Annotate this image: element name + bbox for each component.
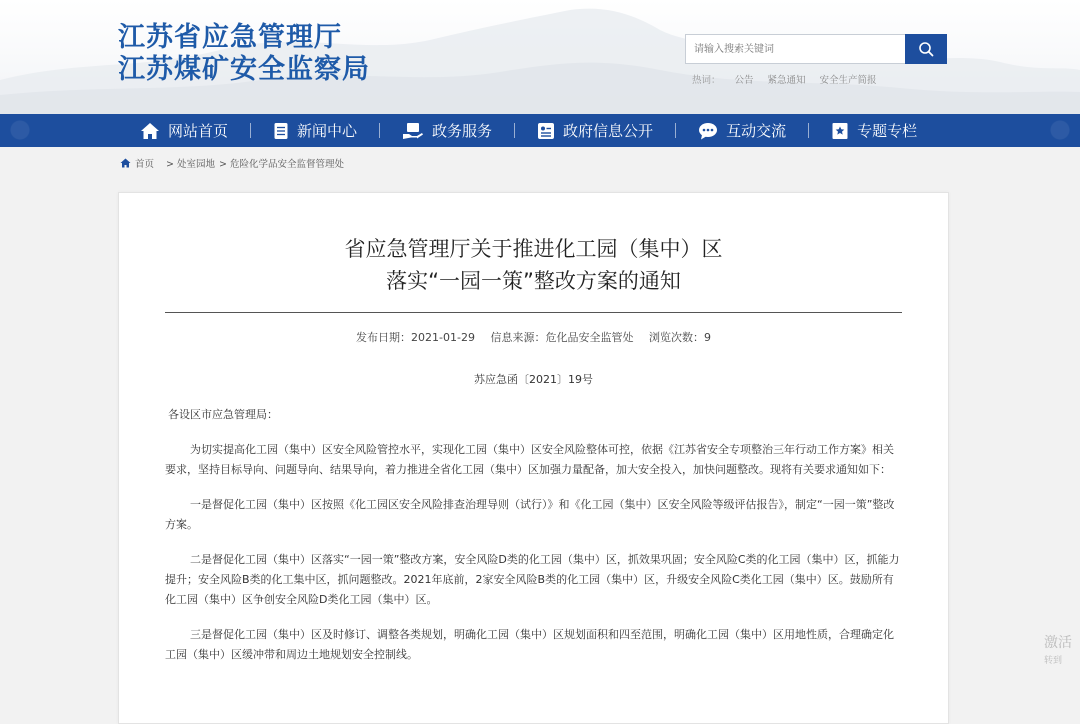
article-body (165, 405, 902, 680)
paragraph: 三是督促化工园（集中）区及时修订、调整各类规划，明确化工园（集中）区规划面积和四至范围，明确化工园（集中）区用地性质，合理确定化工园（集中）区缓冲带和周边土地规划安全控制线。 (165, 628, 894, 661)
article-title-line-2: 落实“一园一策”整改方案的通知 (386, 269, 681, 293)
nav-item-label: 政务服务 (432, 122, 493, 140)
paragraph: 为切实提高化工园（集中）区安全风险管控水平，实现化工园（集中）区安全风险整体可控，依据《江苏省安全专项整治三年行动工作方案》相关要求，坚持目标导向、问题导向、结果导向，着力推进全省化工园（集中）区加强力量配备，加大安全投入，加快问题整改。现将有关要求通知如下： (165, 443, 894, 476)
site-logo[interactable] (118, 22, 370, 86)
publish-date: 发布日期：2021-01-29 (356, 331, 475, 344)
info-icon (537, 122, 555, 140)
document-icon (273, 122, 289, 140)
paragraph: 二是督促化工园（集中）区落实“一园一策”整改方案，安全风险D类的化工园（集中）区，抓效果巩固；安全风险C类的化工园（集中）区，抓能力提升；安全风险B类的化工集中区，抓问题整改。2021年底前，2家安全风险B类的化工园（集中）区，升级安全风险C类化工园（集中）区。鼓励所有化工园（集中）区争创安全风险D类化工园（集中）区。 (165, 553, 900, 606)
activation-watermark (1044, 634, 1072, 670)
hot-word-link[interactable]: 安全生产简报 (819, 75, 877, 86)
article-meta (119, 329, 948, 345)
article-title (119, 233, 948, 297)
hot-word-link[interactable]: 紧急通知 (767, 75, 806, 86)
nav-item-news[interactable] (273, 114, 357, 147)
hot-words-label: 热词： (692, 75, 721, 86)
search-bar (685, 34, 947, 64)
article-title-line-1: 省应急管理厅关于推进化工园（集中）区 (344, 237, 723, 261)
paragraph: 一是督促化工园（集中）区按照《化工园区安全风险排查治理导则（试行）》和《化工园（集中）区安全风险等级评估报告》，制定“一园一策”整改方案。 (165, 498, 895, 531)
hot-words (692, 72, 877, 86)
watermark-line-2: 转到 (1044, 656, 1063, 666)
nav-divider (250, 123, 251, 138)
nav-item-label: 政府信息公开 (563, 122, 654, 140)
article-card (118, 192, 949, 724)
nav-item-label: 新闻中心 (297, 122, 358, 140)
addressee: 各设区市应急管理局： (168, 408, 278, 421)
chat-icon (698, 122, 718, 140)
service-icon (402, 122, 424, 140)
hot-word-link[interactable]: 公告 (734, 75, 754, 86)
title-divider (165, 312, 902, 313)
breadcrumb-home[interactable]: 首页 (135, 159, 155, 170)
view-count: 浏览次数：9 (648, 331, 711, 344)
nav-divider (514, 123, 515, 138)
home-icon (140, 122, 160, 140)
nav-item-label: 网站首页 (168, 122, 229, 140)
nav-item-services[interactable] (402, 114, 492, 147)
info-source: 信息来源：危化品安全监管处 (490, 331, 634, 344)
logo-line-2: 江苏煤矿安全监察局 (118, 54, 370, 85)
site-header (0, 0, 1080, 114)
watermark-line-1: 激活 (1044, 635, 1072, 651)
nav-item-label: 互动交流 (726, 122, 787, 140)
search-button[interactable] (905, 34, 947, 64)
nav-divider (379, 123, 380, 138)
nav-item-home[interactable] (140, 114, 228, 147)
search-input[interactable] (685, 34, 905, 64)
home-icon (120, 158, 131, 168)
logo-line-1: 江苏省应急管理厅 (118, 22, 342, 53)
breadcrumb-level-1[interactable]: > 处室园地 (166, 159, 215, 170)
breadcrumb (120, 156, 344, 170)
document-number: 苏应急函〔2021〕19号 (474, 373, 593, 386)
bookmark-icon (831, 122, 849, 140)
nav-divider (808, 123, 809, 138)
nav-item-gov-info[interactable] (537, 114, 653, 147)
nav-item-interaction[interactable] (698, 114, 786, 147)
nav-item-topics[interactable] (831, 114, 917, 147)
breadcrumb-level-2[interactable]: > 危险化学品安全监督管理处 (219, 159, 344, 170)
main-nav (0, 114, 1080, 147)
search-icon (918, 41, 934, 57)
nav-item-label: 专题专栏 (857, 122, 918, 140)
nav-divider (675, 123, 676, 138)
